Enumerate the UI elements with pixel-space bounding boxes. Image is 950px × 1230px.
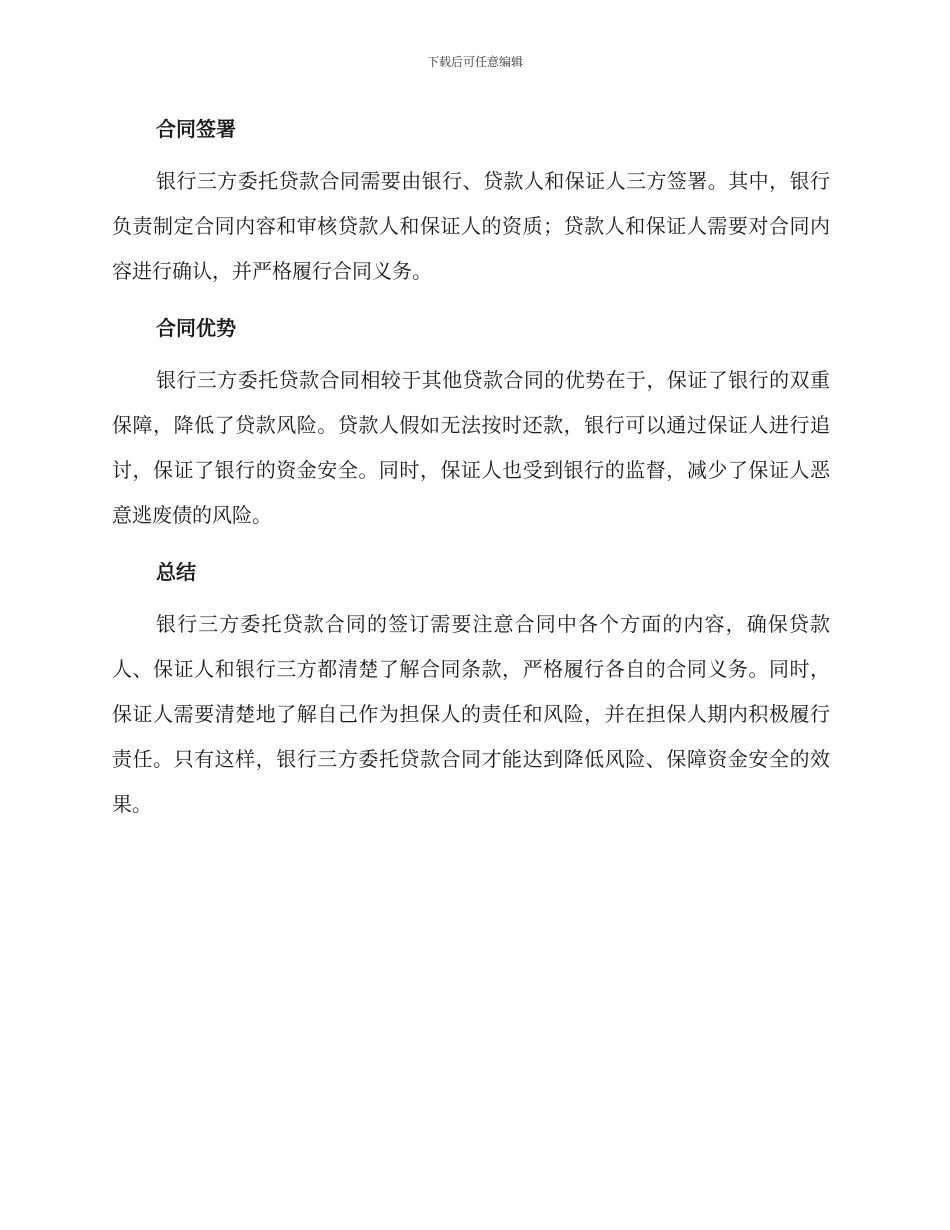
section-paragraph-advantages: 银行三方委托贷款合同相较于其他贷款合同的优势在于，保证了银行的双重保障，降低了贷款风险。贷款人假如无法按时还款，银行可以通过保证人进行追讨，保证了银行的资金安全。同时，保证人也受到银行的监督，减少了保证人恶意逃废债的风险。 xyxy=(112,368,830,527)
document-body xyxy=(112,108,830,840)
section-heading-summary: 总结 xyxy=(156,560,196,584)
section-paragraph-summary: 银行三方委托贷款合同的签订需要注意合同中各个方面的内容，确保贷款人、保证人和银行三方都清楚了解合同条款，严格履行各自的合同义务。同时，保证人需要清楚地了解自己作为担保人的责任和风险，并在担保人期内积极履行责任。只有这样，银行三方委托贷款合同才能达到降低风险、保障资金安全的效果。 xyxy=(112,612,830,816)
section-heading-advantages: 合同优势 xyxy=(156,316,236,340)
page-header: 下载后可任意编辑 xyxy=(426,55,523,69)
section-heading-signing: 合同签署 xyxy=(156,117,236,141)
section-paragraph-signing: 银行三方委托贷款合同需要由银行、贷款人和保证人三方签署。其中，银行负责制定合同内容和审核贷款人和保证人的资质；贷款人和保证人需要对合同内容进行确认，并严格履行合同义务。 xyxy=(112,169,830,283)
